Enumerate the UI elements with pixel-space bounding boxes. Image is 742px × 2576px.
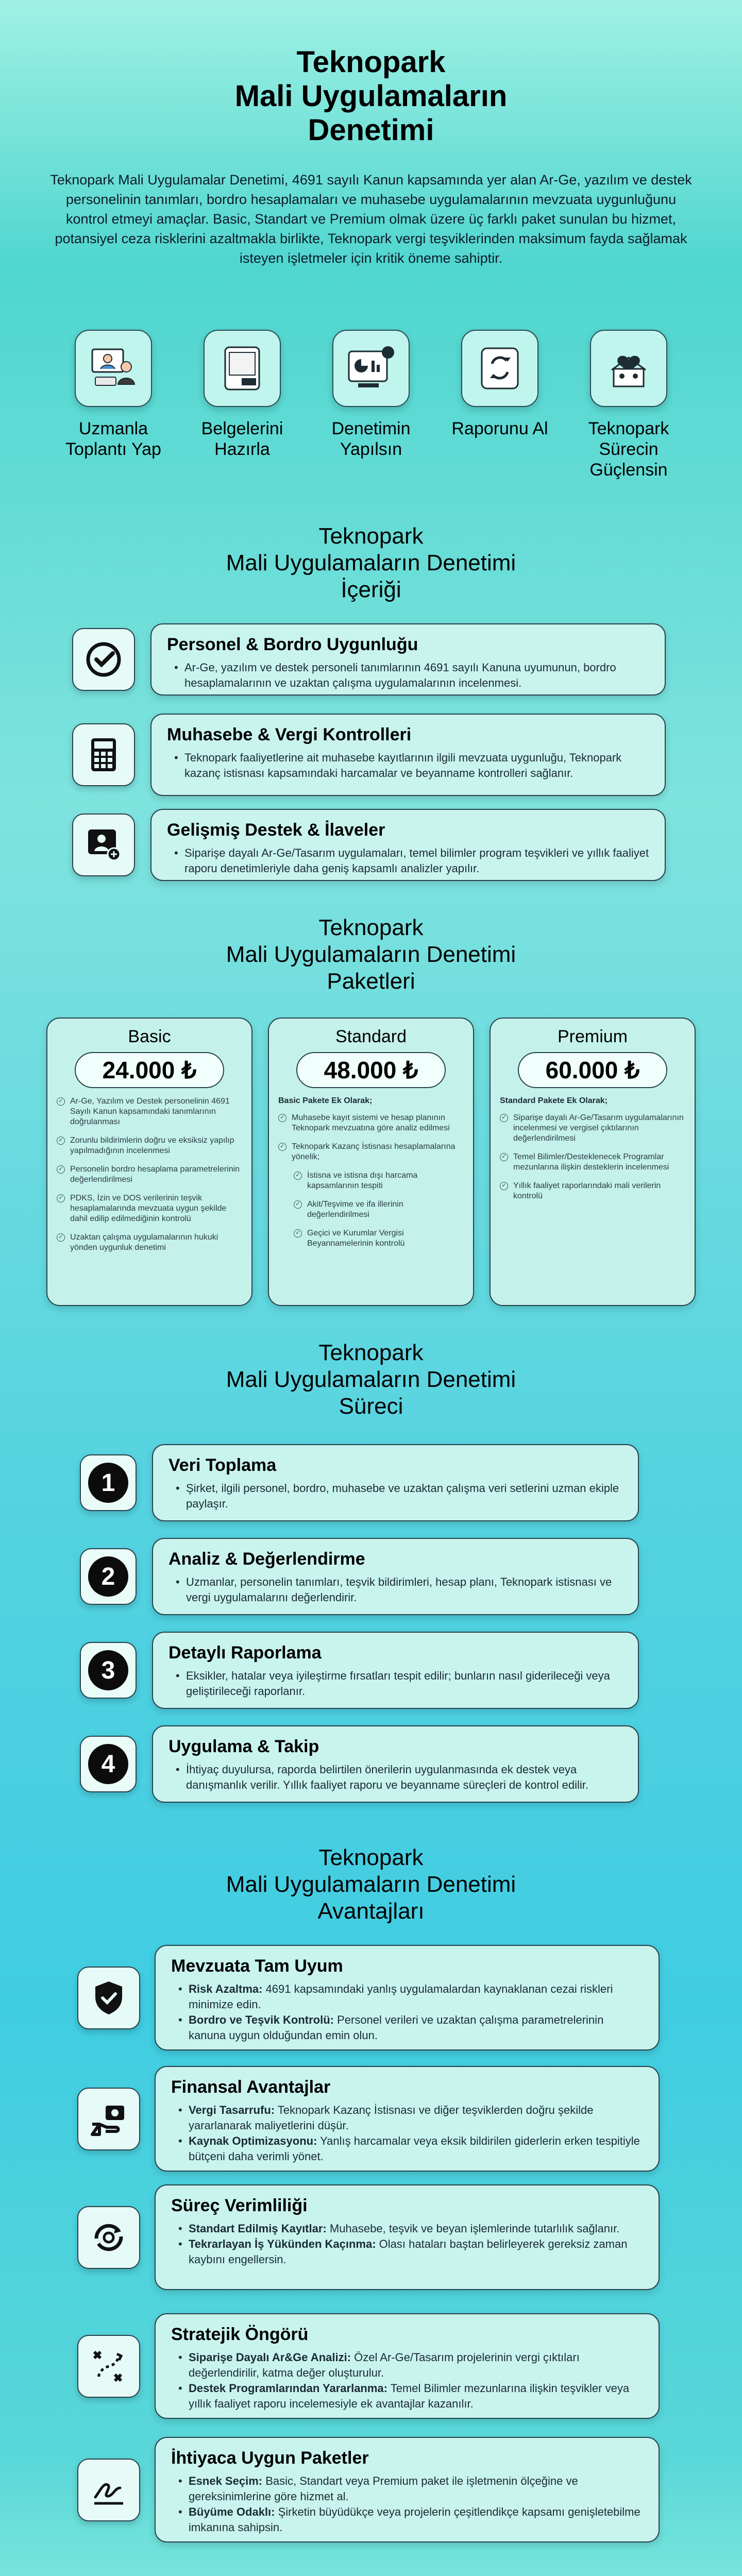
package-feature: ✓ Muhasebe kayıt sistemi ve hesap planının Teknopark mevzuatına göre analiz edilmesi [278, 1113, 464, 1133]
contents-heading [0, 523, 742, 603]
benefit-item [77, 2313, 660, 2419]
heading-line: Mali Uygulamaların Denetimi [226, 550, 516, 575]
heading-line: Teknopark [318, 523, 424, 549]
card-title: Personel & Bordro Uygunluğu [167, 635, 418, 654]
card-title: İhtiyaca Uygun Paketler [171, 2448, 369, 2468]
audit-chart-icon [332, 330, 410, 407]
process-card [152, 1725, 639, 1803]
title-line-2: Mali Uygulamaların [234, 79, 508, 113]
document-icon [204, 330, 281, 407]
title-line-1: Teknopark [296, 45, 446, 79]
heading-line: Mali Uygulamaların Denetimi [226, 1367, 516, 1392]
card-title: Finansal Avantajlar [171, 2077, 331, 2097]
card-text: • Ar-Ge, yazılım ve destek personeli tanımlarının 4691 sayılı Kanuna uyumunun, bordro hesaplamalarının ve uzaktan çalışma uygulamalarının incelenmesi. [174, 660, 649, 691]
card-title: Uygulama & Takip [168, 1737, 319, 1756]
benefit-point: • Vergi Tasarrufu: Teknopark Kazanç İstisnası ve diğer teşviklerden doğru şekilde yararlanarak maliyetlerini düşür. [178, 2103, 643, 2133]
intro-text: Teknopark Mali Uygulamalar Denetimi, 4691 sayılı Kanun kapsamında yer alan Ar-Ge, yazılım ve destek personelinin tanımları, bordro hesaplamaları ve muhasebe uygulamalarının mevzuata uygunluğunu kontrol etmeyi amaçlar. Basic, Standart ve Premium olmak üzere üç farklı paket sunulan bu hizmet, potansiyel ceza risklerini azaltmakla birlikte, Teknopark vergi teşviklerinden maksimum fayda sağlamak isteyen işletmeler için kritik öneme sahiptir. [50, 172, 692, 266]
shield-check-icon [77, 1967, 140, 2029]
meeting-icon [75, 330, 152, 407]
step-number: 4 [80, 1736, 137, 1792]
content-item [72, 714, 666, 796]
content-card [150, 714, 666, 796]
benefit-card [155, 2184, 660, 2290]
report-icon [461, 330, 538, 407]
benefit-item [77, 2184, 660, 2290]
card-text: • Uzmanlar, personelin tanımları, teşvik bildirimleri, hesap planı, Teknopark istisnası ve vergi uygulamalarını değerlendirir. [176, 1574, 622, 1605]
card-title: Detaylı Raporlama [168, 1643, 322, 1663]
check-icon: ✓ [294, 1200, 302, 1209]
heading-line: Mali Uygulamaların Denetimi [226, 942, 516, 967]
benefit-item [77, 2066, 660, 2172]
check-icon: ✓ [278, 1143, 286, 1151]
money-hand-icon [77, 2088, 140, 2150]
package-feature: ✓ Teknopark Kazanç İstisnası hesaplamalarına yönelik; [278, 1142, 464, 1162]
calculator-icon [72, 723, 135, 786]
benefit-point: • Siparişe Dayalı Ar&Ge Analizi: Özel Ar-Ge/Tasarım projelerinin vergi çıktıları değerlendirilir, katma değer oluşturulur. [178, 2350, 643, 2381]
check-icon: ✓ [294, 1229, 302, 1238]
benefit-point: • Tekrarlayan İş Yükünden Kaçınma: Olası hataları baştan belirleyerek gereksiz zaman kaybını engellersin. [178, 2236, 643, 2267]
package-feature: ✓ İstisna ve istisna dışı harcama kapsamlarının tespiti [278, 1171, 464, 1191]
check-icon: ✓ [57, 1194, 65, 1202]
content-card [150, 623, 666, 696]
package-feature: ✓ Zorunlu bildirimlerin doğru ve eksiksiz yapılıp yapılmadığının incelenmesi [57, 1136, 242, 1156]
package-lead: Standard Pakete Ek Olarak; [500, 1096, 608, 1105]
package-price: 60.000 ₺ [518, 1052, 667, 1088]
process-card [152, 1538, 639, 1615]
page-title [0, 45, 742, 147]
benefit-point: • Bordro ve Teşvik Kontrolü: Personel verileri ve uzaktan çalışma parametrelerinin kanuna uygun olduğundan emin olun. [178, 2012, 643, 2043]
check-icon: ✓ [57, 1137, 65, 1145]
benefit-point: • Standart Edilmiş Kayıtlar: Muhasebe, teşvik ve beyan işlemlerinde tutarlılık sağlanır. [178, 2221, 643, 2236]
process-card [152, 1444, 639, 1521]
content-item [72, 623, 666, 696]
benefit-point: • Destek Programlarından Yararlanma: Temel Bilimler mezunlarına ilişkin teşvikler veya yıllık faaliyet raporu incelemesiyle ek avantajlar kazanılır. [178, 2381, 643, 2412]
benefits-heading [0, 1844, 742, 1925]
check-icon: ✓ [500, 1114, 508, 1122]
card-text: • Teknopark faaliyetlerine ait muhasebe kayıtlarının ilgili mevzuata uygunluğu, Teknopark kazanç istisnası kapsamındaki harcamalar ve beyanname kontrolleri sağlanır. [174, 750, 649, 781]
package-feature: ✓ Siparişe dayalı Ar-Ge/Tasarım uygulamalarının incelenmesi ve vergisel çıktılarının değerlendirilmesi [500, 1113, 685, 1144]
card-title: Gelişmiş Destek & İlaveler [167, 820, 385, 840]
package-feature: ✓ Personelin bordro hesaplama parametrelerinin değerlendirilmesi [57, 1164, 242, 1185]
process-step [80, 1725, 639, 1803]
benefit-card [155, 2313, 660, 2419]
heading-line: Teknopark [318, 915, 424, 940]
check-icon: ✓ [57, 1233, 65, 1242]
card-title: Stratejik Öngörü [171, 2325, 309, 2344]
heading-line: Süreci [339, 1394, 403, 1419]
check-icon: ✓ [500, 1182, 508, 1190]
benefit-point: • Esnek Seçim: Basic, Standart veya Premium paket ile işletmenin ölçeğine ve gereksinimlerine göre hizmet al. [178, 2473, 643, 2504]
growth-icon [590, 330, 667, 407]
step-number: 3 [80, 1642, 137, 1699]
strategy-icon [77, 2335, 140, 2398]
package-name: Standard [335, 1027, 407, 1046]
package-name: Premium [557, 1027, 628, 1046]
step-label: Raporunu Al [451, 419, 548, 438]
step-label: Belgelerini Hazırla [201, 419, 283, 459]
process-card [152, 1632, 639, 1709]
heading-line: Teknopark [318, 1340, 424, 1365]
package-feature: ✓ Temel Bilimler/Desteklenecek Programlar mezunlarına ilişkin desteklerin incelenmesi [500, 1152, 685, 1173]
heading-line: İçeriği [341, 577, 401, 602]
step-report [448, 330, 551, 480]
check-icon: ✓ [500, 1153, 508, 1161]
package-name: Basic [128, 1027, 171, 1046]
title-line-3: Denetimi [308, 113, 434, 147]
process-step [80, 1538, 639, 1615]
check-icon: ✓ [57, 1097, 65, 1106]
content-item [72, 809, 666, 881]
card-title: Veri Toplama [168, 1455, 277, 1475]
card-text: • Siparişe dayalı Ar-Ge/Tasarım uygulamaları, temel bilimler program teşvikleri ve yıllık faaliyet raporu denetimleriyle daha geniş kapsamlı analizler yapılır. [174, 845, 649, 876]
card-text: • Eksikler, hatalar veya iyileştirme fırsatları tespit edilir; bunların nasıl giderileceği veya geliştirileceği raporlanır. [176, 1668, 622, 1699]
heading-line: Avantajları [317, 1899, 425, 1924]
benefit-item [77, 2437, 660, 2543]
benefit-point: • Kaynak Optimizasyonu: Yanlış harcamalar veya eksik bildirilen giderlerin erken tespitiyle bütçeni daha verimli yönet. [178, 2133, 643, 2164]
benefit-point: • Büyüme Odaklı: Şirketin büyüdükçe veya projelerin çeşitlendikçe kapsamı genişletebilme imkanına sahipsin. [178, 2504, 643, 2535]
card-text: • İhtiyaç duyulursa, raporda belirtilen önerilerin uygulanmasında ek destek veya danışmanlık verilir. Yıllık faaliyet raporu ve beyanname süreçleri de kontrol edilir. [176, 1762, 622, 1793]
check-icon: ✓ [294, 1172, 302, 1180]
step-label: Denetimin Yapılsın [331, 419, 411, 459]
user-support-icon [72, 814, 135, 876]
package-feature: ✓ Uzaktan çalışma uygulamalarının hukuki yönden uygunluk denetimi [57, 1232, 242, 1253]
card-title: Süreç Verimliliği [171, 2196, 308, 2215]
package-premium [490, 1018, 696, 1306]
benefit-point: • Risk Azaltma: 4691 kapsamındaki yanlış uygulamalardan kaynaklanan cezai riskleri minimize edin. [178, 1981, 643, 2012]
benefit-card [155, 2437, 660, 2543]
benefit-card [155, 2066, 660, 2172]
step-label: Teknopark Sürecin Güçlensin [588, 419, 669, 480]
package-feature: ✓ Geçici ve Kurumlar Vergisi Beyannamelerinin kontrolü [278, 1228, 464, 1249]
heading-line: Teknopark [318, 1845, 424, 1870]
step-number: 1 [80, 1454, 137, 1511]
benefit-card [155, 1945, 660, 2050]
package-feature: ✓ Ar-Ge, Yazılım ve Destek personelinin 4691 Sayılı Kanun kapsamındaki tanımlarının doğrulanması [57, 1096, 242, 1127]
step-meeting [62, 330, 165, 480]
card-title: Mevzuata Tam Uyum [171, 1956, 343, 1976]
step-label: Uzmanla Toplantı Yap [65, 419, 161, 459]
process-step [80, 1444, 639, 1521]
step-number: 2 [80, 1548, 137, 1605]
steps-row [62, 330, 680, 480]
heading-line: Mali Uygulamaların Denetimi [226, 1872, 516, 1897]
check-icon: ✓ [57, 1165, 65, 1174]
package-standard [268, 1018, 474, 1306]
card-title: Analiz & Değerlendirme [168, 1549, 365, 1569]
package-price: 48.000 ₺ [296, 1052, 446, 1088]
heading-line: Paketleri [327, 969, 415, 994]
check-icon: ✓ [278, 1114, 286, 1122]
process-step [80, 1632, 639, 1709]
packages-heading [0, 914, 742, 995]
process-cycle-icon [77, 2206, 140, 2269]
process-heading [0, 1340, 742, 1420]
package-basic [46, 1018, 252, 1306]
package-feature: ✓ PDKS, İzin ve DOS verilerinin teşvik hesaplamalarında mevzuata uygun şekilde dahil edilip edilmediğinin kontrolü [57, 1193, 242, 1224]
signature-icon [77, 2459, 140, 2521]
packages-row [46, 1018, 696, 1306]
content-card [150, 809, 666, 881]
step-growth [577, 330, 680, 480]
package-lead: Basic Pakete Ek Olarak; [278, 1096, 373, 1105]
step-documents [191, 330, 294, 480]
card-title: Muhasebe & Vergi Kontrolleri [167, 725, 412, 744]
package-price: 24.000 ₺ [75, 1052, 224, 1088]
check-circle-icon [72, 628, 135, 691]
package-feature: ✓ Yıllık faaliyet raporlarındaki mali verilerin kontrolü [500, 1181, 685, 1201]
benefit-item [77, 1945, 660, 2050]
package-feature: ✓ Akit/Teşvime ve ifa illerinin değerlendirilmesi [278, 1199, 464, 1220]
step-audit [319, 330, 423, 480]
card-text: • Şirket, ilgili personel, bordro, muhasebe ve uzaktan çalışma veri setlerini uzman ekiple paylaşır. [176, 1481, 622, 1512]
